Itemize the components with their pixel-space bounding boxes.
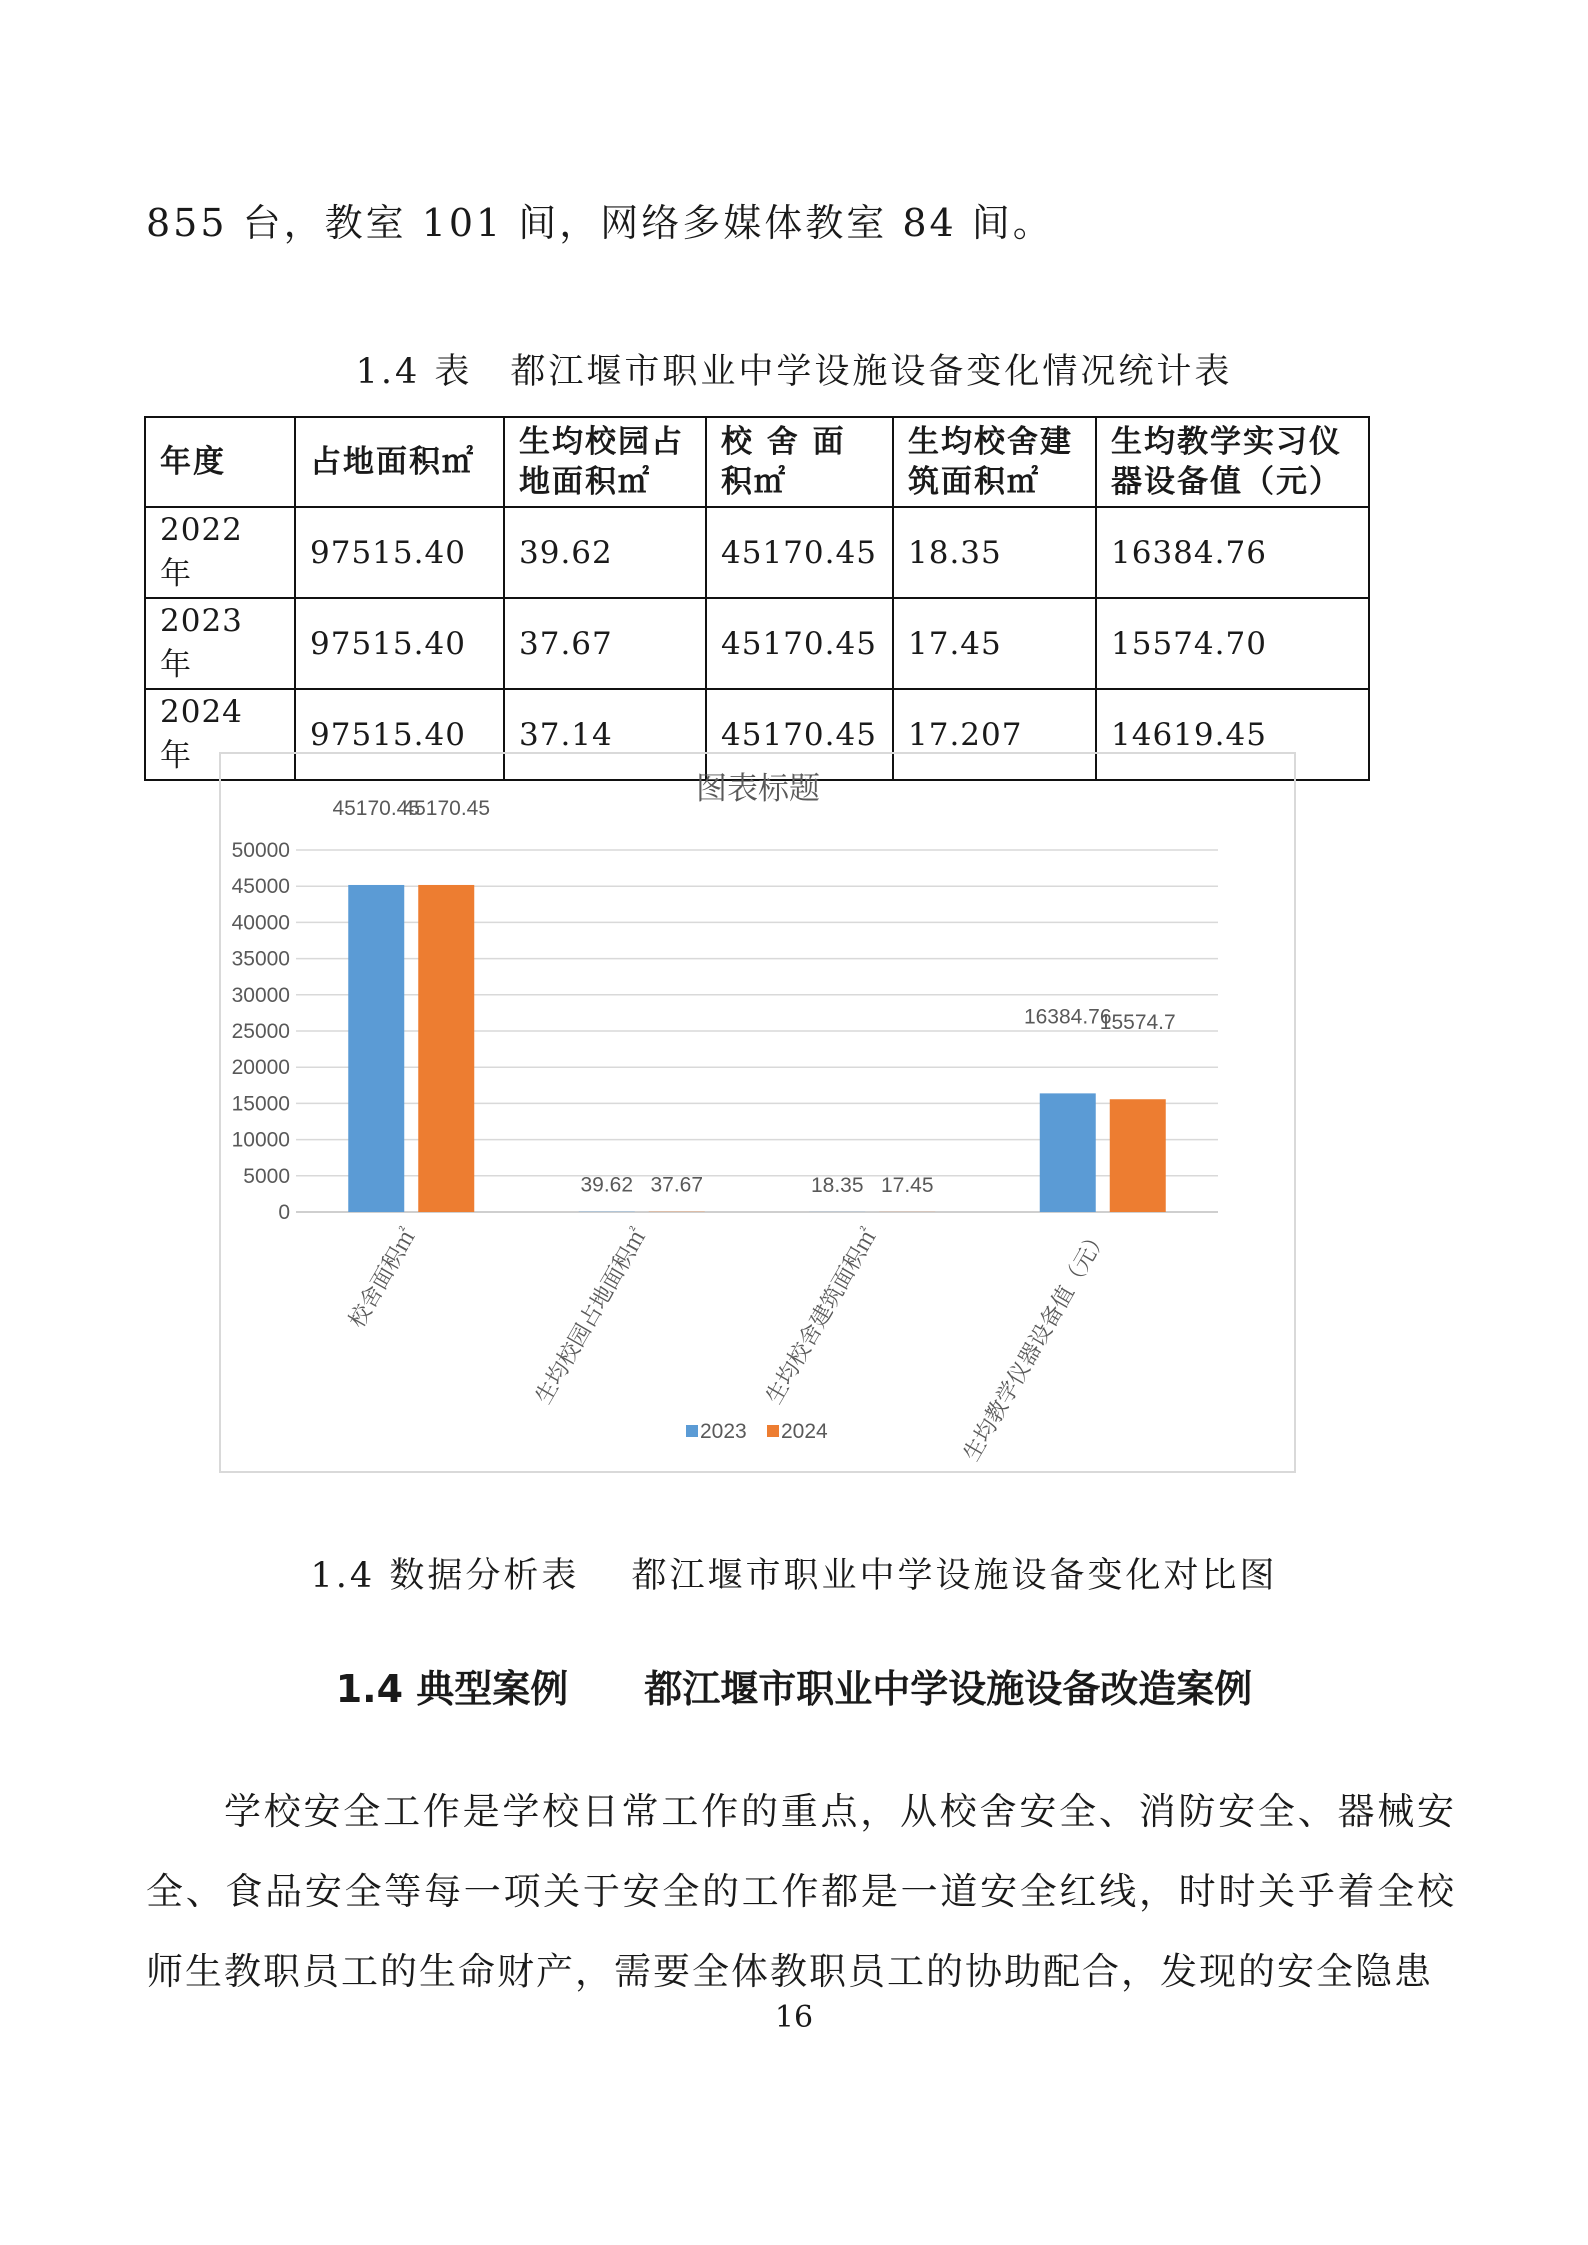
header-building-area: 校 舍 面 积㎡ xyxy=(706,417,893,507)
table-row xyxy=(145,598,1369,689)
table-row xyxy=(145,507,1369,598)
table-caption: 1.4 表 都江堰市职业中学设施设备变化情况统计表 xyxy=(355,352,1233,392)
chart-canvas xyxy=(221,754,1294,1471)
table-cell: 45170.45 xyxy=(706,507,893,598)
table-cell: 37.14 xyxy=(504,689,706,780)
bar xyxy=(1040,1093,1096,1212)
y-tick-label: 5000 xyxy=(243,1164,290,1188)
body-paragraph: 学校安全工作是学校日常工作的重点，从校舍安全、消防安全、器械安全、食品安全等每一项关于安全的工作都是一道安全红线，时时关乎着全校师生教职员工的生命财产，需要全体教职员工的协助配合，发现的安全隐患 xyxy=(146,1790,1456,1993)
table-cell: 2022 年 xyxy=(145,507,295,598)
table-cell: 17.45 xyxy=(893,598,1096,689)
data-label: 17.45 xyxy=(880,1173,934,1197)
data-label: 15574.7 xyxy=(1099,1011,1176,1035)
y-tick-label: 30000 xyxy=(231,983,290,1007)
data-label: 37.67 xyxy=(650,1173,704,1197)
section-heading: 1.4 典型案例 都江堰市职业中学设施设备改造案例 xyxy=(335,1667,1253,1711)
x-category-label: 生均教学仪器设备值（元） xyxy=(958,1224,1113,1466)
table-cell: 16384.76 xyxy=(1096,507,1369,598)
y-tick-label: 45000 xyxy=(231,875,290,899)
bar xyxy=(1110,1099,1166,1212)
data-label: 39.62 xyxy=(580,1173,634,1197)
y-tick-label: 10000 xyxy=(231,1128,290,1152)
chart-title: 图表标题 xyxy=(696,771,820,806)
table-cell: 45170.45 xyxy=(706,689,893,780)
table-header-row xyxy=(145,417,1369,507)
bar xyxy=(418,885,474,1212)
table-cell: 45170.45 xyxy=(706,598,893,689)
table-cell: 37.67 xyxy=(504,598,706,689)
y-tick-label: 15000 xyxy=(231,1092,290,1116)
legend-label: 2024 xyxy=(781,1420,828,1443)
table-cell: 97515.40 xyxy=(295,598,504,689)
y-tick-label: 0 xyxy=(278,1201,290,1224)
figure-caption: 1.4 数据分析表 都江堰市职业中学设施设备变化对比图 xyxy=(310,1556,1278,1596)
data-label: 45170.45 xyxy=(332,796,421,820)
intro-text: 855 台，教室 101 间，网络多媒体教室 84 间。 xyxy=(146,201,1054,245)
data-label: 16384.76 xyxy=(1023,1005,1112,1029)
bar-chart xyxy=(219,752,1296,1473)
header-equipment-value: 生均教学实习仪器设备值（元） xyxy=(1096,417,1369,507)
table-cell: 39.62 xyxy=(504,507,706,598)
x-category-label: 生均校园占地面积㎡ xyxy=(530,1224,652,1408)
y-tick-label: 20000 xyxy=(231,1056,290,1080)
bar xyxy=(348,885,404,1212)
table-cell: 15574.70 xyxy=(1096,598,1369,689)
header-building-per-student: 生均校舍建筑面积㎡ xyxy=(893,417,1096,507)
table-cell: 2024 年 xyxy=(145,689,295,780)
legend-swatch xyxy=(686,1425,698,1437)
x-category-label: 校舍面积㎡ xyxy=(343,1224,421,1332)
table-cell: 18.35 xyxy=(893,507,1096,598)
y-tick-label: 35000 xyxy=(231,947,290,971)
legend-label: 2023 xyxy=(700,1420,747,1443)
table-cell: 97515.40 xyxy=(295,689,504,780)
data-label: 45170.45 xyxy=(402,796,491,820)
table-cell: 2023 年 xyxy=(145,598,295,689)
header-year: 年度 xyxy=(145,417,295,507)
x-category-label: 生均校舍建筑面积㎡ xyxy=(760,1224,882,1408)
y-tick-label: 40000 xyxy=(231,911,290,935)
table-cell: 17.207 xyxy=(893,689,1096,780)
y-tick-label: 25000 xyxy=(231,1020,290,1043)
legend-swatch xyxy=(767,1425,779,1437)
data-label: 18.35 xyxy=(810,1173,864,1197)
facility-stats-table xyxy=(144,416,1370,781)
y-tick-label: 50000 xyxy=(231,839,290,862)
table-cell: 14619.45 xyxy=(1096,689,1369,780)
page-number: 16 xyxy=(774,2000,814,2035)
header-land-per-student: 生均校园占地面积㎡ xyxy=(504,417,706,507)
header-land-area: 占地面积㎡ xyxy=(295,417,504,507)
table-cell: 97515.40 xyxy=(295,507,504,598)
